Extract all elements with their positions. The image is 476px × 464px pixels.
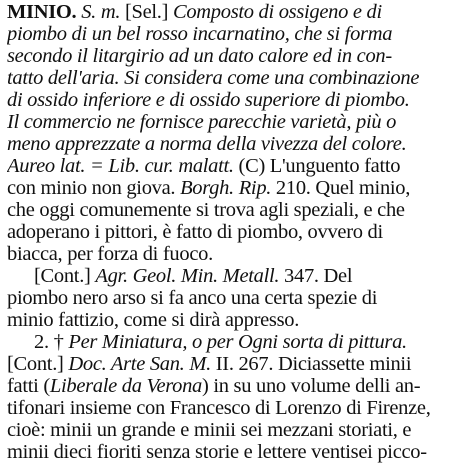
italic-text: Il commercio ne fornisce parecchie varietà, più o — [7, 111, 397, 133]
entry-line — [7, 198, 471, 222]
text-segment: con minio non giova. — [7, 177, 181, 199]
text-segment: minio fattizio, come si dirà appresso. — [7, 309, 300, 331]
entry-line — [34, 264, 471, 288]
italic-text: piombo di un bel rosso incarnatino, che si forma — [7, 23, 393, 45]
entry-line — [7, 22, 471, 46]
entry-line — [7, 66, 471, 90]
text-segment: 2. † — [34, 331, 69, 353]
italic-text: Agr. Geol. Min. Metall. — [95, 265, 280, 287]
italic-text: di ossido inferiore e di ossido superiore di piombo. — [7, 89, 410, 111]
text-segment: 210. Quel minio, — [271, 177, 411, 199]
entry-line — [7, 418, 471, 442]
text-segment: biacca, per forza di fuoco. — [7, 243, 213, 265]
entry-line — [7, 242, 471, 266]
headword: MINIO. — [7, 1, 77, 23]
italic-text: meno apprezzate a norma della vivezza del colore. — [7, 133, 407, 155]
entry-line — [7, 110, 471, 134]
entry-line — [7, 220, 471, 244]
text-segment: [Sel.] — [120, 1, 173, 23]
entry-line — [7, 286, 471, 310]
text-segment: [Cont.] — [7, 353, 69, 375]
entry-line — [7, 352, 471, 376]
entry-line — [7, 396, 471, 420]
entry-line — [7, 88, 471, 112]
italic-text: Composto di ossigeno e di — [172, 1, 382, 23]
entry-line — [7, 0, 471, 24]
text-segment: adoperano i pittori, è fatto di piombo, ovvero di — [7, 221, 383, 243]
italic-text: Borgh. Rip. — [180, 177, 272, 199]
entry-line — [7, 132, 471, 156]
text-segment: 347. Del — [279, 265, 353, 287]
text-segment: piombo nero arso si fa anco una certa spezie di — [7, 287, 378, 309]
entry-line — [7, 374, 471, 398]
text-segment: tifonari insieme con Francesco di Lorenzo di Firenze, — [7, 397, 431, 419]
entry-line — [7, 154, 471, 178]
text-segment: II. 267. Diciassette minii — [210, 353, 412, 375]
text-segment: [Cont.] — [34, 265, 96, 287]
italic-text: Per Miniatura, o per Ogni sorta di pittura. — [68, 331, 407, 353]
italic-text: Aureo lat. = Lib. cur. malatt. — [7, 155, 234, 177]
text-segment: (C) L'unguento fatto — [233, 155, 401, 177]
entry-line — [7, 44, 471, 68]
entry-line — [7, 440, 471, 464]
text-segment: cioè: minii un grande e minii sei mezzani storiati, e — [7, 419, 412, 441]
entry-line — [7, 176, 471, 200]
text-segment: minii dieci fioriti senza storie e lettere ventisei picco- — [7, 441, 427, 463]
italic-text: Liberale da Verona — [49, 375, 203, 397]
italic-text: tatto dell'aria. Si considera come una combinazione — [7, 67, 420, 89]
entry-line — [34, 330, 471, 354]
text-segment: fatti ( — [7, 375, 50, 397]
italic-text: secondo il litargirio ad un dato calore ed in con- — [7, 45, 392, 67]
italic-text: Doc. Arte San. M. — [68, 353, 211, 375]
text-segment: ) in su uno volume delli an- — [202, 375, 421, 397]
entry-line — [7, 308, 471, 332]
italic-text: S. m. — [81, 1, 121, 23]
text-segment: che oggi comunemente si trova agli speziali, e che — [7, 199, 405, 221]
